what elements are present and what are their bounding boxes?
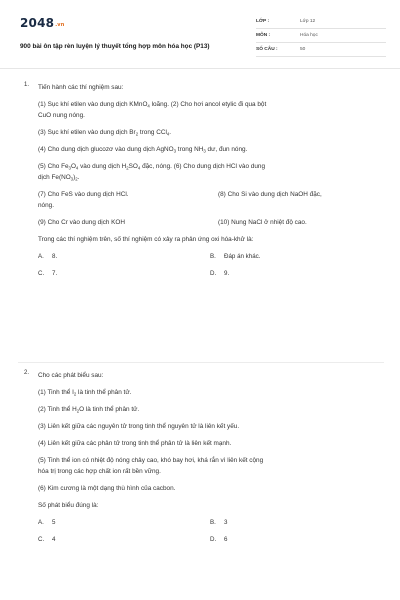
experiment-1-2: (1) Sục khí etilen vào dung dịch KMnO$_4$ loãng. (2) Cho hơi ancol etylic đi qua bột bbox=[38, 101, 267, 109]
meta-value: Hóa học bbox=[300, 33, 318, 38]
statement-1: (1) Tinh thể $I_2$ là tinh thể phân tử. bbox=[38, 389, 132, 397]
question-number: 2. bbox=[24, 370, 30, 376]
question-intro: Tiến hành các thí nghiệm sau: bbox=[38, 84, 124, 91]
answer-b[interactable]: B. Đáp án khác. bbox=[210, 253, 261, 260]
answer-row bbox=[38, 534, 388, 545]
header-divider bbox=[0, 68, 400, 69]
statement-3: (3) Liên kết giữa các nguyên tử trong tinh thể nguyên tử là liên kết yếu. bbox=[38, 423, 240, 430]
meta-info bbox=[256, 16, 386, 58]
experiment-9-10 bbox=[38, 217, 388, 228]
statement-5-cont: hóa trị trong các hợp chất ion rất bền vững. bbox=[38, 468, 161, 475]
statement-5: (5) Tinh thể ion có nhiệt độ nóng chảy cao, khó bay hơi, khá rắn vì liên kết cộng bbox=[38, 457, 264, 464]
experiment-7-8 bbox=[38, 189, 388, 200]
experiment-4: (4) Cho dung dịch glucozơ vào dung dịch AgNO$_3$ trong $NH_3$ dư, đun nóng. bbox=[38, 146, 248, 154]
answer-d[interactable]: D. 6 bbox=[210, 536, 228, 543]
answer-row bbox=[38, 268, 388, 279]
question-body bbox=[38, 370, 388, 545]
meta-row-subject bbox=[256, 30, 386, 43]
question-body bbox=[38, 82, 388, 279]
meta-value: 50 bbox=[300, 47, 306, 52]
meta-key: SỐ CÂU : bbox=[256, 47, 278, 52]
answer-c[interactable]: C. 4 bbox=[38, 536, 56, 543]
question-intro: Cho các phát biểu sau: bbox=[38, 372, 104, 379]
answer-row bbox=[38, 251, 388, 262]
answer-a[interactable]: A. 5 bbox=[38, 519, 56, 526]
logo-text: 2048 bbox=[20, 16, 55, 30]
document-title: 900 bài ôn tập rèn luyện lý thuyết tổng hợp môn hóa học (P13) bbox=[20, 43, 210, 50]
question-divider bbox=[18, 362, 384, 363]
answer-row bbox=[38, 517, 388, 528]
statement-6: (6) Kim cương là một dạng thù hình của cacbon. bbox=[38, 485, 176, 492]
question-1 bbox=[18, 82, 388, 279]
experiment-8: (8) Cho Si vào dung dịch NaOH đặc, bbox=[218, 191, 322, 198]
experiment-7: (7) Cho FeS vào dung dịch HCl. bbox=[38, 191, 129, 198]
experiment-2-cont: CuO nung nóng. bbox=[38, 112, 85, 119]
experiment-8-cont: nóng. bbox=[38, 202, 54, 209]
question-prompt: Trong các thí nghiệm trên, số thí nghiệm có xảy ra phản ứng oxi hóa-khử là: bbox=[38, 236, 254, 243]
answer-a[interactable]: A. 8. bbox=[38, 253, 58, 260]
meta-row-count bbox=[256, 44, 386, 57]
experiment-3: (3) Sục khí etilen vào dung dịch $Br_2$ trong CCl$_4$. bbox=[38, 129, 172, 137]
meta-key: MÔN : bbox=[256, 33, 271, 38]
logo-domain: .vn bbox=[55, 22, 65, 28]
experiment-5-6: (5) Cho $Fe_3O_4$ vào dung dịch $H_2SO_4$ đặc, nóng. (6) Cho dung dịch HCl vào dung bbox=[38, 163, 265, 171]
experiment-6-cont: dịch $Fe(NO_3)_2$. bbox=[38, 174, 80, 182]
meta-row-class bbox=[256, 16, 386, 29]
experiment-9: (9) Cho Cr vào dung dịch KOH bbox=[38, 219, 126, 226]
meta-value: Lớp 12 bbox=[300, 19, 316, 24]
answer-c[interactable]: C. 7. bbox=[38, 270, 58, 277]
question-number: 1. bbox=[24, 82, 30, 88]
experiment-10: (10) Nung NaCl ở nhiệt độ cao. bbox=[218, 219, 307, 226]
answer-b[interactable]: B. 3 bbox=[210, 519, 228, 526]
question-2 bbox=[18, 370, 388, 545]
question-prompt: Số phát biểu đúng là: bbox=[38, 502, 99, 509]
statement-2: (2) Tinh thể $H_2O$ là tinh thể phân tử. bbox=[38, 406, 140, 414]
meta-key: LỚP : bbox=[256, 19, 270, 24]
answer-d[interactable]: D. 9. bbox=[210, 270, 230, 277]
header bbox=[18, 12, 384, 68]
statement-4: (4) Liên kết giữa các phân tử trong tinh thể phân tử là liên kết mạnh. bbox=[38, 440, 232, 447]
site-logo[interactable] bbox=[20, 16, 65, 30]
